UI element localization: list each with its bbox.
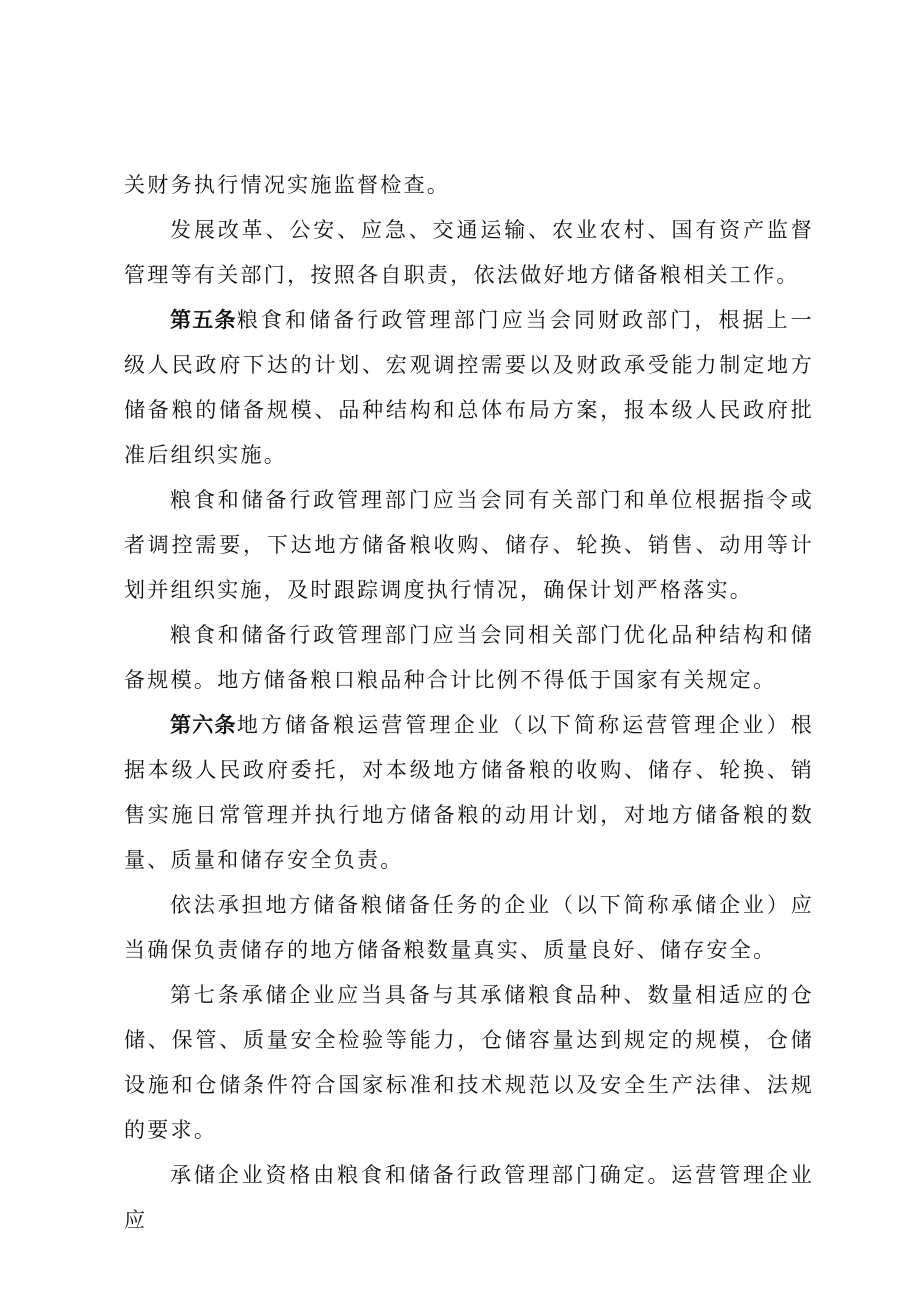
article-7-paragraph bbox=[124, 973, 814, 1153]
paragraph-4 bbox=[124, 478, 814, 613]
paragraph-text: 关财务执行情况实施监督检查。 bbox=[124, 173, 451, 197]
document-page bbox=[124, 163, 814, 1243]
paragraph-5 bbox=[124, 613, 814, 703]
paragraph-text: 粮食和储备行政管理部门应当会同相关部门优化品种结构和储备规模。地方储备粮口粮品种合计比例不得低于国家有关规定。 bbox=[124, 623, 814, 692]
paragraph-text: 粮食和储备行政管理部门应当会同财政部门，根据上一级人民政府下达的计划、宏观调控需要以及财政承受能力制定地方储备粮的储备规模、品种结构和总体布局方案，报本级人民政府批准后组织实施。 bbox=[124, 308, 814, 467]
paragraph-text: 依法承担地方储备粮储备任务的企业（以下简称承储企业）应当确保负责储存的地方储备粮数量真实、质量良好、储存安全。 bbox=[124, 893, 814, 962]
paragraph-text: 地方储备粮运营管理企业（以下简称运营管理企业）根据本级人民政府委托，对本级地方储备粮的收购、储存、轮换、销售实施日常管理并执行地方储备粮的动用计划，对地方储备粮的数量、质量和储存安全负责。 bbox=[124, 713, 814, 872]
paragraph-2 bbox=[124, 208, 814, 298]
paragraph-9 bbox=[124, 1153, 814, 1243]
article-6-paragraph bbox=[124, 703, 814, 883]
paragraph-text: 发展改革、公安、应急、交通运输、农业农村、国有资产监督管理等有关部门，按照各自职责，依法做好地方储备粮相关工作。 bbox=[124, 218, 814, 287]
paragraph-7 bbox=[124, 883, 814, 973]
paragraph-text: 承储企业资格由粮食和储备行政管理部门确定。运营管理企业应 bbox=[124, 1163, 814, 1232]
paragraph-1 bbox=[124, 163, 814, 208]
article-heading: 第六条 bbox=[170, 713, 237, 737]
paragraph-text: 粮食和储备行政管理部门应当会同有关部门和单位根据指令或者调控需要，下达地方储备粮收购、储存、轮换、销售、动用等计划并组织实施，及时跟踪调度执行情况，确保计划严格落实。 bbox=[124, 488, 814, 602]
paragraph-text: 第七条承储企业应当具备与其承储粮食品种、数量相适应的仓储、保管、质量安全检验等能力，仓储容量达到规定的规模，仓储设施和仓储条件符合国家标准和技术规范以及安全生产法律、法规的要求。 bbox=[124, 983, 814, 1142]
article-heading: 第五条 bbox=[170, 308, 237, 332]
article-5-paragraph bbox=[124, 298, 814, 478]
